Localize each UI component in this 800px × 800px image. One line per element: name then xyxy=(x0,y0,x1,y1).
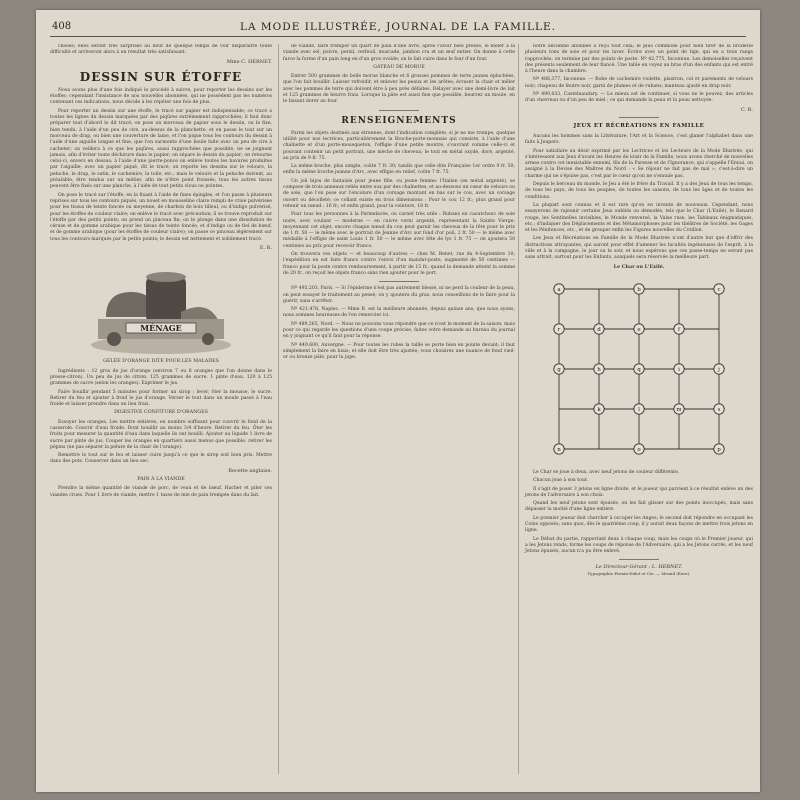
board-node-letter: a xyxy=(557,286,561,293)
divider xyxy=(379,281,419,282)
paragraph: La plupart sont connus et il est rare qu'on en invente de nouveaux. Cependant, nous essayerons de rajeunir certains Jeux oubliés ou démodés, tels que le Char (L'Exilé), le Renard rouge, les Sentinelles invisibles, le Monde renversé, la Valse ruse, les Tableaux énigmatiques, etc.; d'indiquer des Déplacements et des Métamorphoses pour les théâtres de Société, les Gages et les Pénitences, etc., et de grouper enfin les Figures nouvelles du Cotillon. xyxy=(525,202,753,234)
board-node-letter: m xyxy=(676,406,682,413)
intro-signature: Mme C. HERNET. xyxy=(226,58,272,65)
director-signature: Le Directeur-Gérant : L. HERNET. xyxy=(595,564,683,571)
rule-text: Quand les neuf jetons sont épuisés, on les fait glisser sur des points inoccupés, mais sans dépasser la moitié d'une ligne entière. xyxy=(525,501,753,513)
paragraph: Entrer 500 grammes de belle morue blanche et 6 grosses pommes de terre jaunes épluchées, que l'on fait bouillir. Laisser refroidir, et enlever les peaux et les arêtes; écraser la chair et mêler avec les pommes de terre qui doivent être à peu près défaites. Délayer avec une demi-livre de lait et 125 grammes de beurre frais. Lorsque la pâte est aussi fine que possible, beurrez un moule, en le faisant dorer au four. xyxy=(283,74,515,105)
rule-text: Chacun joue à son tour. xyxy=(533,478,588,484)
board-node-letter: c xyxy=(717,286,721,293)
board-node-letter: l xyxy=(638,406,640,413)
paragraph: Pour satisfaire au désir exprimé par les Lectrices et les Lecteurs de la Mode Illustrée, qui s'intéressent aux Jeux d'avant les Heures de loisir de la Famille, nous avons cherché de nouvelles armes contre cet inexistable ennemi, fils de la Paresse et de l'Ignorance, qui s'appelle l'Ennui, on assigné à la Devise des Maîtres du Nord : « Se réjouir ne fait pas de mal », c'est-à-dire un charme qui ne s'épuise pas, c'est par le cœur qu'on ne s'ennuie pas. xyxy=(525,148,753,179)
answer: Nº 489,265, Nord. — Nous ne pouvons vous répondre que ce n'est le moment de la saison; mais pour ce qui regarde les questions d'une coupe précise, faites votre demande au bureau du journal en y joignant ce qu'il faut pour la réponse. xyxy=(283,321,515,340)
answer: Nº 493,203, Paris. — Si l'épiderme n'est pas autrement blessé, ni ne perd la couleur de la peau, on peut essayer le traitement au pensé; on y ajoutera du gras, nous conseillons de le faire pour la guérir, sans s'arrêter. xyxy=(283,286,515,304)
board-node-letter: f xyxy=(677,326,681,333)
game-board-diagram xyxy=(544,274,734,464)
paragraph: Parmi les objets destinés aux étrennes, dont l'indication complète, si je ne me trompe, quelque utilité pour nos lectrices, particulièrement la Broche-porte-monnaie qui consiste, à l'aide d'une chaînette et d'un porte-mousqueton, l'effigie d'une petite montre, s'ouvrant comme celle-ci et pouvant contenir un petit portrait, une mèche de cheveux; le tout en métal oxydé, doré, argenté, au prix de 9 fr. 75. xyxy=(283,130,515,161)
board-node-letter: h xyxy=(597,366,601,373)
recipe-text: Remettre le tout sur le feu et laisser cuire jusqu'à ce que le sirop soit bien pris. Mettre dans des pots. Conserver dans un lieu sec. xyxy=(50,453,272,465)
paragraph: On pose le tracé sur l'étoffe, en la fixant à l'aide de fines épingles, et l'on passe à plusieurs reprises sur tous les contours piqués, un nouet en mousseline claire rempli de craie pulvérisée pour les tissus de teinte foncée ou moyenne, de charbon de bois tilleul, ou d'indigo pulvérisé, pour les étoffes de couleur claire; on enlève le tracé avec précaution; il se trouve reproduit sur l'étoffe par des petits points; on prend un pinceau fin; on le plonge dans une dissolution de céruse et de gomme arabique pour les tissus de teinte foncée, et d'indigo ou de fiel de bœuf, et de gomme arabique (pour les étoffes de couleur claire); on passe ce pinceau légèrement sur tous les contours marqués par le petits points; le dessin est nettement et solidement tracé. xyxy=(50,192,272,242)
signature: E. R. xyxy=(259,245,272,252)
page-header xyxy=(50,20,746,37)
signature: C. R. xyxy=(740,106,753,113)
recipe-subtitle: PAIN À LA VIANDE xyxy=(137,477,185,483)
answer: Nº 421,478, Naples. — Mme R. est la meilleure abonnée, depuis quinze ans, que nous ayons, nous sommes heureuses de l'en remercier ici. xyxy=(283,307,515,319)
rule-text: Il s'agit de poser 3 jetons en ligne droite, et le joueur qui parvient à ce résultat enlève un des jetons de l'adversaire à son choix. xyxy=(525,486,753,498)
answer: notre ancienne abonnée a reçu tout cela; le plus commode pour bien tirer de la broderie plusieurs tons de soie et pour les laver. Écrire avec un point de tige, qui en a trois rangs rapprochés; on termine par des points de poste. Nº 42,775, Inconnue. Les demoiselles reçoivent des présents seulement de leur fiancé. Une table en voyez au bras d'un des enfants qui est entré à l'heure dans la chambre. xyxy=(525,44,753,75)
heading-renseignements: RENSEIGNEMENTS xyxy=(341,115,457,126)
paragraph: Aucuns les hommes sans la Littérature, l'Art et la Science, c'est glaner l'alphabet dans une faits à Jeupers. xyxy=(525,133,753,146)
printer-credit: Typographie Firmin-Didot et Cie. — Mesnil (Eure). xyxy=(587,570,691,576)
divider xyxy=(619,559,659,560)
rule-text: Le Début du partie, rapportant deux à chaque coup, mais les coups où le Premier joueur, qui a les Jetons ronds, forme les coups de réponse de l'Adversaire, qui a les Jetons carrés, et les neuf Jetons épuisés, aucun n'a pu être enlevé. xyxy=(525,536,753,555)
recipe-subtitle: DIGESTIVE CONFITURE D'ORANGES xyxy=(114,410,208,416)
board-node-letter: i xyxy=(678,366,680,373)
column-right xyxy=(518,44,753,774)
rule-text: Le Char se joue à deux, avec neuf jetons de couleur différente. xyxy=(533,469,680,475)
paragraph: Pour reporter un dessin sur une étoffe, le tracé sur papier est indispensable; ce tracé a toutes les lignes du dessin marquées par des piqûres extrêmement rapprochées; il faut donc préparer tout d'abord le dit tracé; on pose un morceau de papier sous le dessin, ou le fixe, bien tendu, à l'aide d'un peu de cire, au-dessus de la planchette, et on passe le tout sur un morceau de drap, ou bien une couverture de laine, et l'on pique tous les contours du dessin à l'aide d'une aiguille longue et fine, que l'on surmonte d'une boule faite avec un peu de cire à cacheter; on veillera à ce que les piqûres, aussi rapprochées que possible, ne se joignent jamais, afin d'éviter toute déchirure dans le papier; on sépare le dessin du papier; on retourne celui-ci, envers en dessus; à l'aide d'une pierre-ponce on enlève toutes les bavures produites par l'aiguille; avec un papier piqué, dit le tracé, on reporte les dessins sur le velours, la peluche, le drap, le satin, le cachemire, la toile, etc.; mais le velours et la peluche doivent, au préalable, être tendus sur un métier, afin de n'être point froissés; tous les autres tissus peuvent être fixés sur une planche, à l'aide de tout petits clous ou pointes. xyxy=(50,108,272,190)
paragraph: Un joli bijou de fantaisie pour jeune fille, ou jeune femme: l'Italien (en métal argenté), se compose de trois anneaux reliés entre eux par des chaînettes, et au-dessous un cœur de velours ou de soie, que l'on pose sur l'encolure d'un corsage montant en bas sur le cou, avec un corsage ouvert ou décolleté; ce collant existe en trois dimensions : Pour le cou 12 fr.; plus grand pour retenir un nœud : 16 fr.; et enfin grand, pour la ceinture, 18 fr. xyxy=(283,178,515,209)
column-middle xyxy=(278,44,515,774)
paragraph: On trouvera ces objets — et beaucoup d'autres — chez M. Benet, rue du 4-Septembre 10; l'expédition en est faite franco contre l'envoi d'un mandat-poste, augmenté de 50 centimes — franco pour la poste contre remboursement, à partir de 15 fr.; quand la demande atteint la somme de 20 fr., on reçoit les objets franco sans rien ajouter pour le port. xyxy=(283,252,515,276)
board-node-letter: d xyxy=(597,326,601,333)
divider xyxy=(619,117,659,118)
recipe-text: Faire bouillir pendant 5 minutes pour former un sirop ; lever, ôter la mousse, le sucre. Retirer du feu et ajouter à froid le jus d'orange. Verser le tout dans un moule passé à l'eau froide et laisser prendre dans un lieu frais. xyxy=(50,389,272,408)
heading-dessin-sur-etoffe: DESSIN SUR ÉTOFFE xyxy=(79,69,243,84)
paragraph: La même broche, plus simple, coûte 7 fr. 30; tandis que celle dite Française 1er ordre 9 fr. 50; enfin la même broche jeanne d'Arc, avec effigie en relief, coûte 7 fr. 75. xyxy=(283,164,515,176)
menage-illustration xyxy=(86,257,236,357)
board-node-letter: q xyxy=(637,366,641,373)
cookware-engraving xyxy=(86,257,236,357)
board-node-letter: o xyxy=(637,446,641,453)
board-node-letter: p xyxy=(717,446,721,453)
newspaper-page xyxy=(36,10,760,792)
answer: Nº 486,377, Inconnue. — Robe de cachemire violette, plastron, col et parements de velours noir; chapeau de feutre noir, garni de plumes et de rubans; manteau ajusté en drap noir. xyxy=(525,77,753,89)
paragraph: de viande, faire tremper un quart de pain d'une livre; après l'avoir bien pressé, le mêler à la viande avec sel, poivre, persil, cerfeuil, muscade, jambon cru et un œuf entier. On donne à cette farce la forme d'un pain long en d'un gros ovoïde; on le fait cuire dans le four d'un four. xyxy=(283,44,515,62)
board-node-letter: j xyxy=(718,366,720,373)
rule-text: Le premier joueur doit chercher à occuper les Anges; le second doit répondre en occupant les Coins opposés; sans quoi, dès le quatrième coup, il y aurait deux façons de mettre trois jetons en ligne. xyxy=(525,515,753,534)
recipe-text: Prendre la même quantité de viande de porc, de veau et de bœuf. Hacher et piler ces viandes crues. Pour 1 livre de viande, mettre 1 tasse de mie de pain trempée dans du lait. xyxy=(50,486,272,498)
answer: Nº 449,600, Auvergne. — Pour toutes les robes la taille se porte bien en pointe devant; il faut simplement la faire en biais; et elle doit être très ajustée; vous choisirez une nuance de fond vieil-or ou bronze pâle, pour la jupe. xyxy=(283,342,515,361)
recipe-source: Recette anglaise. xyxy=(228,467,272,474)
board-node-letter: g xyxy=(557,366,561,373)
heading-jeux-recreations: JEUX ET RÉCRÉATIONS EN FAMILLE xyxy=(573,122,705,129)
intro-paragraph: choses; elles seront très surprises au bout de quelque temps de voir disparaître toute difficulté et arriveront alors à un résultat très satisfaisant. xyxy=(50,44,272,56)
page-number: 408 xyxy=(52,21,72,32)
board-node-letter: k xyxy=(597,406,601,413)
board-node-letter: n xyxy=(557,446,561,453)
recipe-title: GATEAU DE MORUE xyxy=(373,64,425,70)
answer: Nº 490,033, Castelnaudary. — Le mieux est de continuer, si vous ne le pouvez, des articles d'un chevreau ou d'un peu de miel ; ce qui demande la peau et la peau nettoyée. xyxy=(525,92,753,104)
illustration-label: MÉNAGE xyxy=(140,323,182,334)
journal-title: LA MODE ILLUSTRÉE, JOURNAL DE LA FAMILLE. xyxy=(240,21,556,33)
board-node-letter: e xyxy=(637,326,641,333)
paragraph: Nous avons plus d'une fois indiqué le procédé à suivre, pour reporter les dessins sur les étoffes; cependant l'insistance de nos nouvelles abonnées, qui ne possèdent pas les numéros contenant ces indications, nous décide à les répéter une fois de plus. xyxy=(50,87,272,106)
recipe-text: Ingrédients : 12 gros de jus d'orange (environ 7 ou 8 oranges que l'on donne dans le presse-citron). Un peu de jus de citron, 125 grammes de sucre. 1 pinte d'eau. 120 à 125 grammes de sucre (selon les oranges). Exprimer le jus. xyxy=(50,368,272,387)
column-left xyxy=(50,44,272,774)
divider xyxy=(379,110,419,111)
paragraph: Depuis le berceau du monde, le Jeu a été le frère du Travail. Il y a des Jeux de tous les temps, de tous les pays, de tous les peuples, de toutes les saisons, de tous les âges et de toutes les conditions. xyxy=(525,182,753,200)
recipe-text: Essuyer les oranges. Les mettre entières, en nombre suffisant pour couvrir le fond de la casserole. Couvrir d'eau froide. Dont bouillir au moins 3/4 d'heure. Retirer du feu. Ôter les fruits pour mesurer la quantité d'eau dans laquelle ils ont bouilli. Ajouter au liquide 1 livre de sucre par pinte de jus. Couper les oranges en quartiers aussi menus que possible, retirer les pépins (ne pas séparer la pelure de la chair de l'orange). xyxy=(50,419,272,450)
diagram-title: Le Char ou L'Exilé. xyxy=(613,263,665,270)
paragraph: Pour tous les personnes à la Parmelacée, ou carnet très utile : Rubans en caoutchouc de soie noire, avec coulant — moderne — en cuivre verni argenté, représentant la Sainte Vierge; moyennant cet objet, encore chaque nœud du cou peut garnir les cheveux de la tête pour le prix de 1 fr. 50 — le même avec le portrait de Jeanne d'Arc sur fond d'or poli, 2 fr. 50 — le même avec médaille à l'effigie de saint Louis 1 fr. 50 — le même avec tête de lys 1 fr. 75 — on ajoutera 50 centimes au prix pour recevoir franco. xyxy=(283,212,515,249)
recipe-title: GELÉE D'ORANGE DITE POUR LES MALADES xyxy=(103,359,219,365)
board-node-letter: s xyxy=(717,406,721,413)
board-node-letter: r xyxy=(557,326,561,333)
board-node-letter: b xyxy=(637,286,641,293)
paragraph: Les Jeux et Récréations en Famille de la Mode Illustrée n'ont d'autre but que d'offrir des distractions attrayantes, qui auront pour effet d'amener les facultés ingénieuses de l'esprit, à la ville et à la campagne, le jour ou le soir, et nous espérons que ces passe-temps ne seront pas sans attrait, surtout pour les Enfants, auxquels sera réservée la meilleure part. xyxy=(525,236,753,261)
